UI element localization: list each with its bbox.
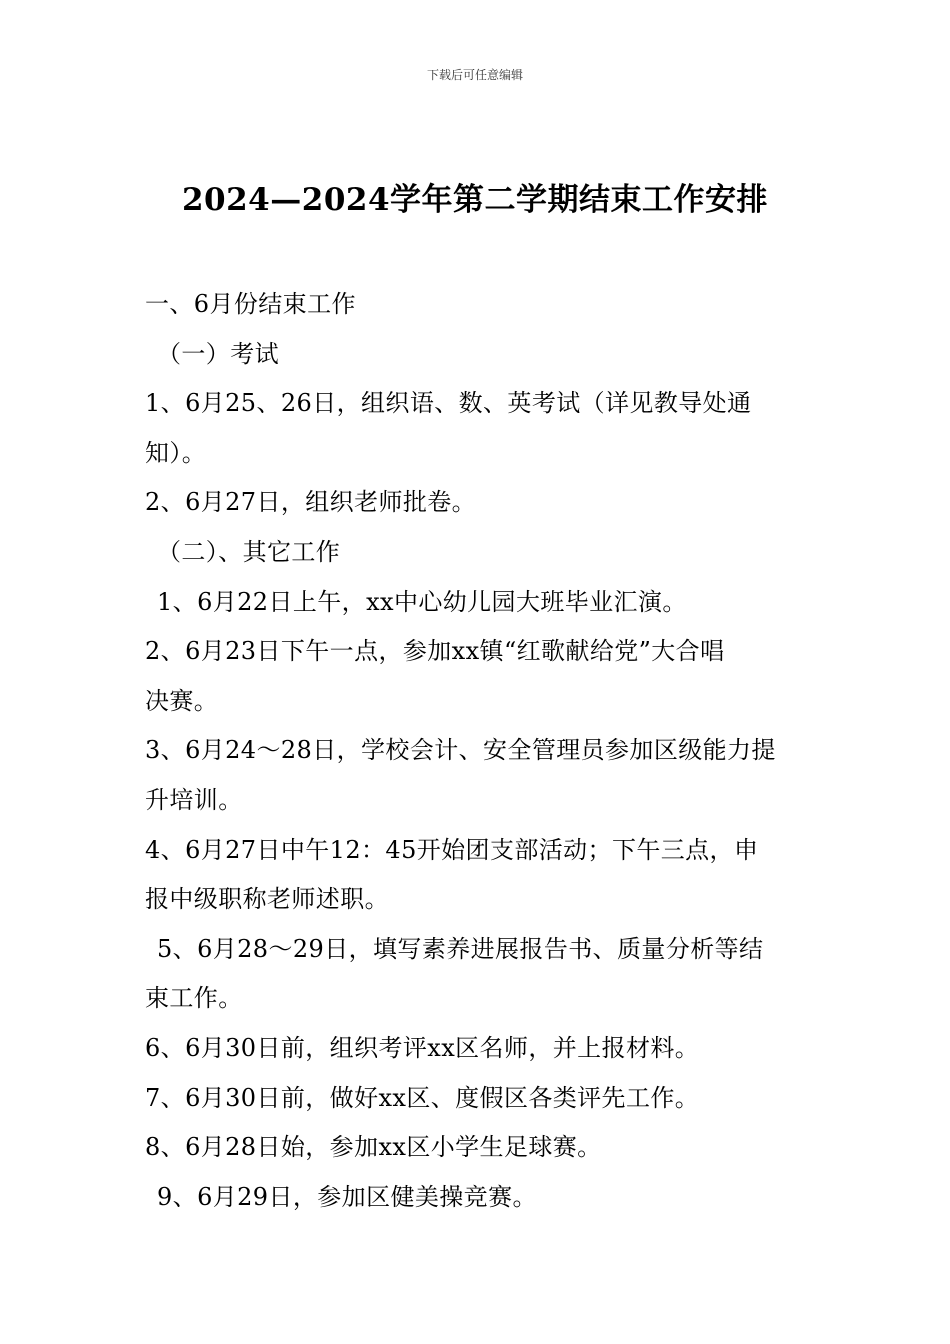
paragraph-line: 2、6月27日，组织老师批卷。: [145, 488, 477, 517]
paragraph-line: 3、6月24～28日，学校会计、安全管理员参加区级能力提: [145, 736, 776, 765]
document-title: 2024—2024学年第二学期结束工作安排: [181, 182, 769, 218]
document-body: [145, 280, 810, 1222]
paragraph-line: 升培训。: [145, 785, 243, 814]
paragraph-line: 决赛。: [145, 686, 219, 715]
paragraph-line: 7、6月30日前，做好xx区、度假区各类评先工作。: [145, 1083, 700, 1112]
subsection-heading: （二）、其它工作: [157, 537, 341, 566]
paragraph-line: 8、6月28日始，参加xx区小学生足球赛。: [145, 1133, 602, 1162]
paragraph-line: 4、6月27日中午12：45开始团支部活动；下午三点，申: [145, 835, 759, 864]
paragraph-line: 1、6月25、26日，组织语、数、英考试（详见教导处通: [145, 389, 752, 418]
header-note: 下载后可任意编辑: [426, 68, 523, 82]
paragraph-line: 5、6月28～29日，填写素养进展报告书、质量分析等结: [157, 934, 764, 963]
paragraph-line: 知）。: [145, 438, 207, 467]
paragraph-line: 6、6月30日前，组织考评xx区名师，并上报材料。: [145, 1033, 700, 1062]
paragraph-line: 束工作。: [145, 984, 243, 1013]
paragraph-line: 1、6月22日上午，xx中心幼儿园大班毕业汇演。: [157, 587, 687, 616]
paragraph-line: 9、6月29日，参加区健美操竞赛。: [157, 1182, 537, 1211]
section-heading: 一、6月份结束工作: [145, 290, 356, 318]
subsection-heading: （一）考试: [157, 339, 279, 368]
paragraph-line: 报中级职称老师述职。: [145, 885, 389, 914]
paragraph-line: 2、6月23日下午一点，参加xx镇“红歌献给党”大合唱: [145, 637, 725, 666]
